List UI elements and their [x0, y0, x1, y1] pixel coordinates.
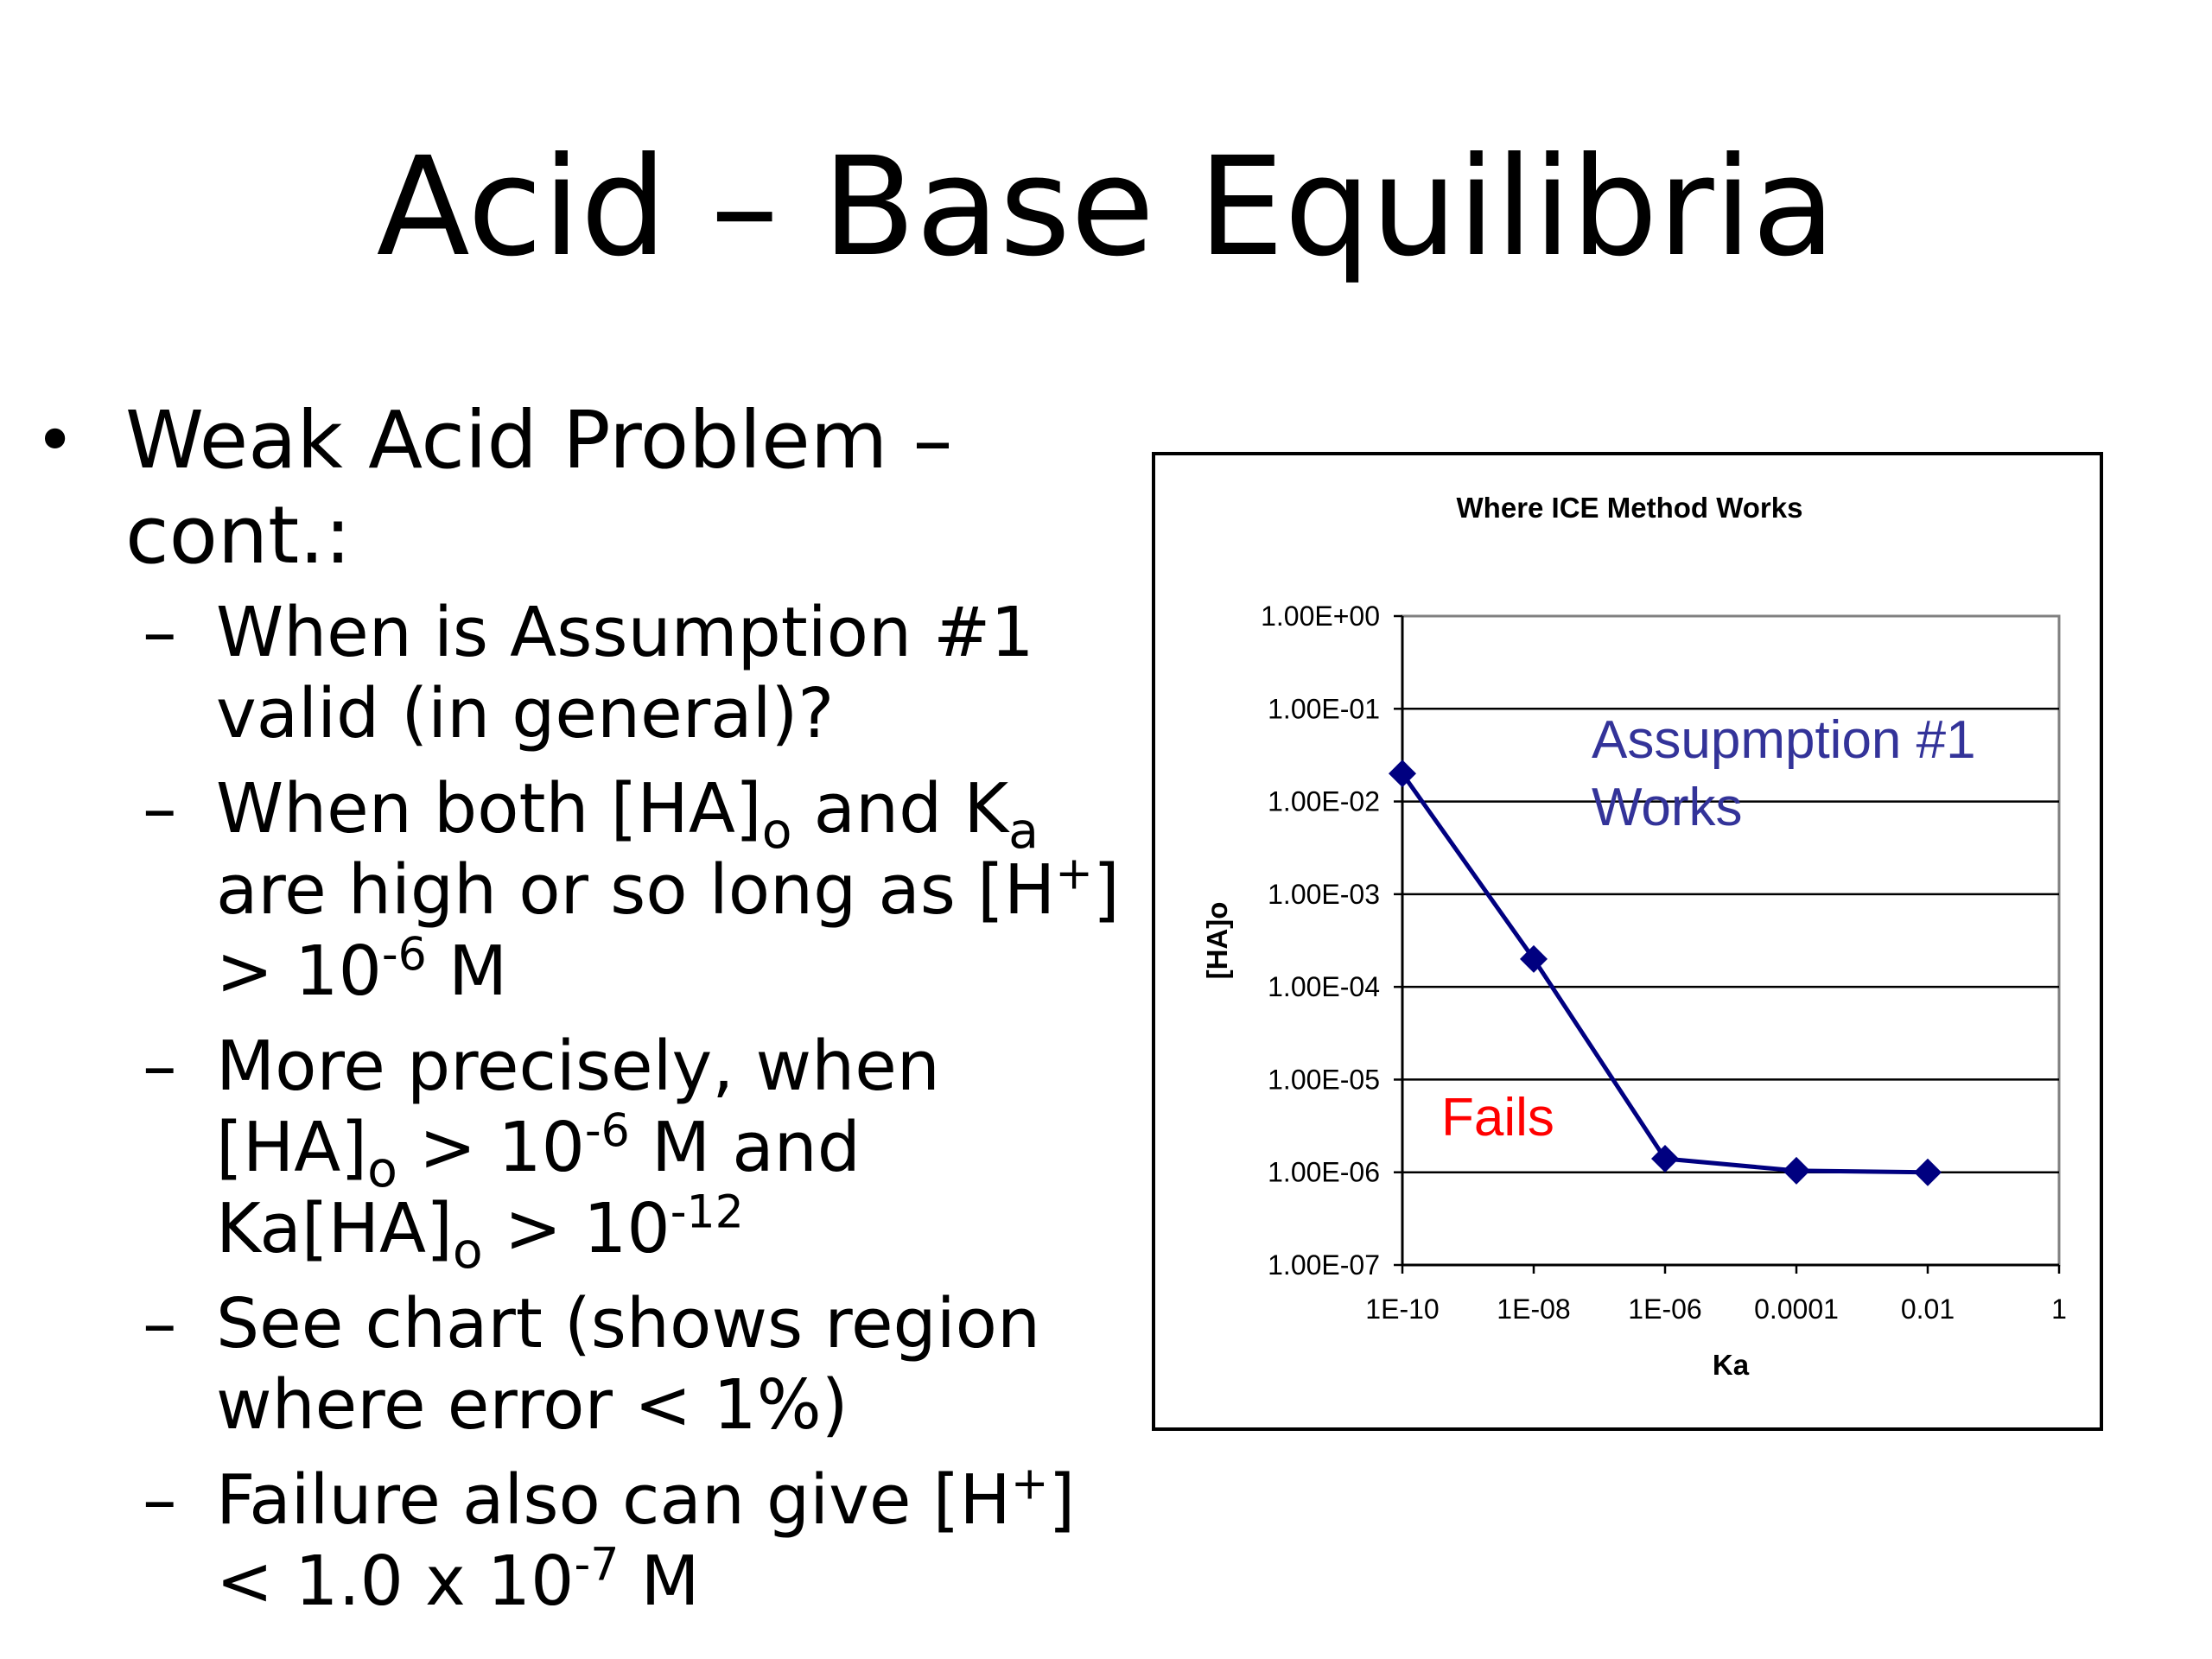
subbullet-mark: –: [143, 1460, 177, 1540]
y-tick-label: 1.00E+00: [1261, 601, 1380, 632]
subbullet-text: More precisely, when $[HA]_o > 10^{-6}$ M and $Ka[HA]_o > 10^{-12}$: [216, 1027, 940, 1281]
subbullet-mark: –: [143, 769, 177, 849]
subbullet-item: [143, 1283, 1132, 1446]
annotation-text: Works: [1592, 778, 1743, 837]
data-point: [1783, 1157, 1810, 1185]
subbullet-item: [143, 1026, 1132, 1281]
subbullet-item: [143, 1459, 1132, 1622]
x-axis-label: Ka: [1712, 1349, 1750, 1381]
bullet-item: [35, 393, 1132, 583]
y-tick-label: 1.00E-03: [1268, 878, 1380, 910]
chart: [1155, 455, 2100, 1427]
bullet-mark: •: [35, 400, 76, 480]
y-axis-label: [HA]o: [1201, 901, 1233, 980]
annotation-text: Fails: [1441, 1088, 1554, 1147]
bullet-text: Weak Acid Problem – cont.:: [125, 394, 953, 582]
x-tick-label: 1E-10: [1365, 1294, 1440, 1325]
data-point: [1914, 1159, 1942, 1186]
subbullet-list: [143, 592, 1132, 1622]
chart-title: Where ICE Method Works: [1456, 492, 1803, 524]
data-point: [1389, 760, 1416, 787]
y-tick-label: 1.00E-07: [1268, 1249, 1380, 1281]
slide-title: Acid – Base Equilibria: [376, 128, 1836, 287]
annotation-text: Assupmption #1: [1592, 710, 1976, 770]
x-tick-label: 0.01: [1900, 1294, 1955, 1325]
subbullet-text: When is Assumption #1 valid (in general)?: [216, 593, 1034, 753]
chart-frame: [1152, 452, 2103, 1431]
subbullet-text: See chart (shows region where error < 1%): [216, 1284, 1041, 1445]
x-tick-label: 1E-08: [1497, 1294, 1571, 1325]
data-point: [1520, 945, 1548, 973]
y-tick-label: 1.00E-06: [1268, 1156, 1380, 1188]
subbullet-item: [143, 592, 1132, 754]
y-tick-label: 1.00E-04: [1268, 971, 1380, 1003]
bullet-list: [35, 393, 1132, 1636]
subbullet-mark: –: [143, 1027, 177, 1106]
data-point: [1651, 1145, 1679, 1173]
subbullet-text: When both $[HA]_o$ and $K_a$ are high or so long as $[H^+] > 10^{-6}$ M: [216, 769, 1120, 1011]
y-tick-label: 1.00E-02: [1268, 785, 1380, 817]
x-tick-label: 1: [2051, 1294, 2067, 1325]
x-tick-label: 0.0001: [1754, 1294, 1839, 1325]
subbullet-item: [143, 768, 1132, 1012]
y-tick-label: 1.00E-01: [1268, 693, 1380, 725]
x-tick-label: 1E-06: [1628, 1294, 1702, 1325]
y-tick-label: 1.00E-05: [1268, 1064, 1380, 1096]
subbullet-mark: –: [143, 1284, 177, 1363]
subbullet-mark: –: [143, 593, 177, 672]
subbullet-text: Failure also can give [H+] < 1.0 x $10^{-7}$ M: [216, 1458, 1076, 1621]
